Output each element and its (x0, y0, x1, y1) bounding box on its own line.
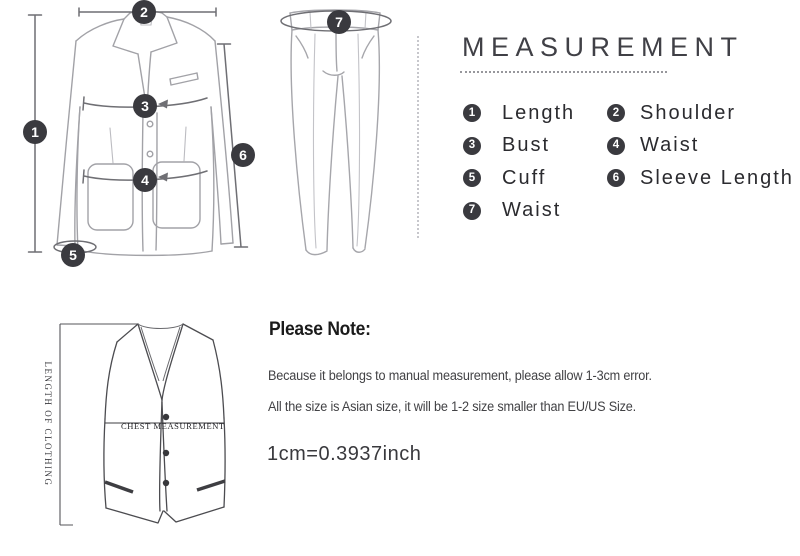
trousers-drawing (290, 10, 380, 255)
marker-7-trouser-waist-badge: 7 (327, 10, 351, 34)
legend-num-badge: 5 (463, 169, 481, 187)
legend-label: Length (502, 101, 576, 124)
legend-item-shoulder (607, 102, 794, 125)
vest-detail-lines (105, 324, 224, 423)
jacket-drawing (57, 11, 233, 256)
legend-num-badge: 6 (607, 169, 625, 187)
note-text-block (268, 368, 676, 430)
jacket-trousers-diagram (0, 0, 410, 285)
legend-item-length (463, 102, 607, 125)
legend-label: Sleeve Length (640, 166, 794, 189)
marker-3-bust-badge: 3 (133, 94, 157, 118)
chest-measurement-label: CHEST MEASUREMENT (121, 421, 225, 431)
marker-6-sleeve-length-badge: 6 (231, 143, 255, 167)
please-note-heading: Please Note: (269, 319, 371, 340)
legend-item-sleeve-length (607, 167, 794, 190)
note-line-2: All the size is Asian size, it will be 1-2 size smaller than EU/US Size. (268, 399, 637, 414)
legend-num-badge: 1 (463, 104, 481, 122)
marker-2-shoulder-badge: 2 (132, 0, 156, 24)
marker-5-cuff-badge: 5 (61, 243, 85, 267)
legend-item-cuff (463, 167, 607, 190)
legend-item-bust (463, 134, 607, 157)
legend-label: Cuff (502, 166, 547, 189)
legend-label: Waist (640, 134, 700, 157)
legend-label: Bust (502, 134, 551, 157)
legend-item-waist (607, 134, 794, 157)
legend-num-badge: 4 (607, 137, 625, 155)
legend-label: Shoulder (640, 101, 737, 124)
trousers-detail-lines (310, 11, 366, 248)
title-underline (460, 71, 667, 73)
legend-num-badge: 7 (463, 202, 481, 220)
marker-4-waist-badge: 4 (133, 168, 157, 192)
length-of-clothing-label: LENGTH OF CLOTHING (43, 361, 53, 487)
legend-item-trouser-waist (463, 199, 607, 222)
measurement-legend (463, 97, 794, 227)
legend-label: Waist (502, 199, 562, 222)
dotted-divider (417, 36, 419, 238)
cm-inch-conversion: 1cm=0.3937inch (267, 443, 422, 465)
panel-title: MEASUREMENT (462, 32, 744, 62)
measure-arrows (158, 100, 168, 182)
marker-1-length-badge: 1 (23, 120, 47, 144)
legend-num-badge: 2 (607, 104, 625, 122)
legend-num-badge: 3 (463, 137, 481, 155)
note-line-1: Because it belongs to manual measurement, please allow 1-3cm error. (268, 368, 652, 383)
